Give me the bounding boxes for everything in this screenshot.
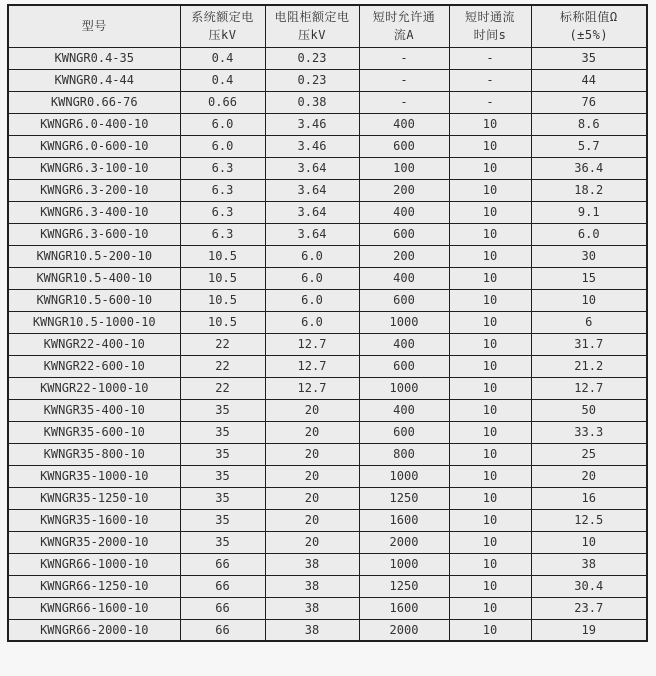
cell-model: KWNGR35-1600-10 — [8, 509, 180, 531]
cell-model: KWNGR66-1600-10 — [8, 597, 180, 619]
table-row — [8, 135, 647, 157]
cell-current-duration: 10 — [449, 289, 531, 311]
cell-short-time-current: 2000 — [359, 531, 449, 553]
cell-system-rated-voltage: 0.4 — [180, 47, 265, 69]
cell-nominal-resistance: 23.7 — [531, 597, 647, 619]
cell-current-duration: 10 — [449, 377, 531, 399]
cell-current-duration: 10 — [449, 465, 531, 487]
column-header-system-rated-voltage: 系统额定电压kV — [180, 5, 265, 47]
cell-nominal-resistance: 25 — [531, 443, 647, 465]
cell-nominal-resistance: 18.2 — [531, 179, 647, 201]
cell-system-rated-voltage: 10.5 — [180, 289, 265, 311]
cell-short-time-current: 600 — [359, 135, 449, 157]
cell-model: KWNGR6.0-600-10 — [8, 135, 180, 157]
cell-cabinet-rated-voltage: 3.64 — [265, 223, 359, 245]
cell-system-rated-voltage: 22 — [180, 355, 265, 377]
cell-cabinet-rated-voltage: 3.46 — [265, 135, 359, 157]
cell-current-duration: - — [449, 91, 531, 113]
cell-current-duration: 10 — [449, 135, 531, 157]
table-row — [8, 223, 647, 245]
cell-nominal-resistance: 15 — [531, 267, 647, 289]
page — [7, 4, 649, 642]
cell-system-rated-voltage: 22 — [180, 333, 265, 355]
cell-model: KWNGR10.5-200-10 — [8, 245, 180, 267]
cell-cabinet-rated-voltage: 0.23 — [265, 69, 359, 91]
cell-system-rated-voltage: 0.66 — [180, 91, 265, 113]
cell-nominal-resistance: 10 — [531, 531, 647, 553]
cell-system-rated-voltage: 66 — [180, 575, 265, 597]
table-row — [8, 311, 647, 333]
cell-short-time-current: 1000 — [359, 465, 449, 487]
table-row — [8, 201, 647, 223]
cell-cabinet-rated-voltage: 6.0 — [265, 289, 359, 311]
table-row — [8, 553, 647, 575]
cell-system-rated-voltage: 6.0 — [180, 135, 265, 157]
cell-system-rated-voltage: 35 — [180, 487, 265, 509]
cell-cabinet-rated-voltage: 6.0 — [265, 267, 359, 289]
cell-current-duration: 10 — [449, 179, 531, 201]
cell-cabinet-rated-voltage: 3.46 — [265, 113, 359, 135]
cell-cabinet-rated-voltage: 0.38 — [265, 91, 359, 113]
cell-system-rated-voltage: 10.5 — [180, 311, 265, 333]
cell-model: KWNGR10.5-600-10 — [8, 289, 180, 311]
cell-cabinet-rated-voltage: 0.23 — [265, 47, 359, 69]
cell-model: KWNGR6.3-100-10 — [8, 157, 180, 179]
cell-short-time-current: 1250 — [359, 487, 449, 509]
cell-short-time-current: 1600 — [359, 509, 449, 531]
cell-short-time-current: 600 — [359, 223, 449, 245]
table-row — [8, 377, 647, 399]
cell-cabinet-rated-voltage: 38 — [265, 575, 359, 597]
cell-short-time-current: 800 — [359, 443, 449, 465]
cell-nominal-resistance: 19 — [531, 619, 647, 641]
cell-short-time-current: 400 — [359, 333, 449, 355]
cell-nominal-resistance: 12.7 — [531, 377, 647, 399]
cell-current-duration: 10 — [449, 311, 531, 333]
cell-system-rated-voltage: 6.3 — [180, 157, 265, 179]
cell-current-duration: 10 — [449, 531, 531, 553]
cell-nominal-resistance: 36.4 — [531, 157, 647, 179]
cell-short-time-current: 100 — [359, 157, 449, 179]
cell-current-duration: 10 — [449, 223, 531, 245]
cell-model: KWNGR35-800-10 — [8, 443, 180, 465]
cell-model: KWNGR10.5-400-10 — [8, 267, 180, 289]
cell-model: KWNGR22-400-10 — [8, 333, 180, 355]
cell-current-duration: 10 — [449, 509, 531, 531]
cell-current-duration: 10 — [449, 333, 531, 355]
cell-system-rated-voltage: 35 — [180, 531, 265, 553]
cell-model: KWNGR6.3-600-10 — [8, 223, 180, 245]
table-row — [8, 245, 647, 267]
table-row — [8, 509, 647, 531]
cell-model: KWNGR0.4-44 — [8, 69, 180, 91]
table-row — [8, 47, 647, 69]
column-header-nominal-resistance: 标称阻值Ω (±5%) — [531, 5, 647, 47]
column-header-short-time-current: 短时允许通流A — [359, 5, 449, 47]
cell-model: KWNGR10.5-1000-10 — [8, 311, 180, 333]
cell-cabinet-rated-voltage: 12.7 — [265, 333, 359, 355]
cell-short-time-current: 600 — [359, 421, 449, 443]
table-row — [8, 333, 647, 355]
table-row — [8, 487, 647, 509]
cell-nominal-resistance: 30 — [531, 245, 647, 267]
cell-model: KWNGR35-2000-10 — [8, 531, 180, 553]
cell-nominal-resistance: 8.6 — [531, 113, 647, 135]
cell-cabinet-rated-voltage: 3.64 — [265, 201, 359, 223]
cell-nominal-resistance: 5.7 — [531, 135, 647, 157]
cell-system-rated-voltage: 66 — [180, 553, 265, 575]
cell-short-time-current: 600 — [359, 289, 449, 311]
table-row — [8, 597, 647, 619]
cell-system-rated-voltage: 22 — [180, 377, 265, 399]
cell-system-rated-voltage: 66 — [180, 597, 265, 619]
cell-model: KWNGR66-1000-10 — [8, 553, 180, 575]
cell-cabinet-rated-voltage: 38 — [265, 553, 359, 575]
cell-current-duration: 10 — [449, 355, 531, 377]
cell-cabinet-rated-voltage: 12.7 — [265, 377, 359, 399]
cell-short-time-current: 400 — [359, 399, 449, 421]
table-row — [8, 157, 647, 179]
cell-nominal-resistance: 9.1 — [531, 201, 647, 223]
cell-cabinet-rated-voltage: 3.64 — [265, 157, 359, 179]
cell-short-time-current: - — [359, 91, 449, 113]
cell-short-time-current: 1600 — [359, 597, 449, 619]
cell-model: KWNGR22-1000-10 — [8, 377, 180, 399]
table-row — [8, 619, 647, 641]
cell-cabinet-rated-voltage: 20 — [265, 443, 359, 465]
resistor-spec-table — [7, 4, 648, 642]
cell-current-duration: 10 — [449, 597, 531, 619]
table-row — [8, 69, 647, 91]
column-header-model: 型号 — [8, 5, 180, 47]
cell-nominal-resistance: 76 — [531, 91, 647, 113]
cell-system-rated-voltage: 10.5 — [180, 245, 265, 267]
cell-current-duration: 10 — [449, 553, 531, 575]
cell-nominal-resistance: 20 — [531, 465, 647, 487]
cell-cabinet-rated-voltage: 20 — [265, 421, 359, 443]
cell-system-rated-voltage: 6.3 — [180, 179, 265, 201]
table-row — [8, 91, 647, 113]
cell-system-rated-voltage: 6.0 — [180, 113, 265, 135]
cell-model: KWNGR35-400-10 — [8, 399, 180, 421]
cell-current-duration: 10 — [449, 421, 531, 443]
cell-model: KWNGR66-1250-10 — [8, 575, 180, 597]
cell-current-duration: 10 — [449, 443, 531, 465]
cell-nominal-resistance: 30.4 — [531, 575, 647, 597]
cell-short-time-current: 1000 — [359, 311, 449, 333]
cell-short-time-current: 400 — [359, 113, 449, 135]
cell-system-rated-voltage: 35 — [180, 421, 265, 443]
cell-model: KWNGR0.66-76 — [8, 91, 180, 113]
cell-short-time-current: 1000 — [359, 553, 449, 575]
cell-short-time-current: 200 — [359, 245, 449, 267]
cell-short-time-current: - — [359, 69, 449, 91]
cell-nominal-resistance: 10 — [531, 289, 647, 311]
cell-nominal-resistance: 33.3 — [531, 421, 647, 443]
cell-nominal-resistance: 12.5 — [531, 509, 647, 531]
table-row — [8, 267, 647, 289]
cell-system-rated-voltage: 35 — [180, 443, 265, 465]
cell-current-duration: 10 — [449, 245, 531, 267]
cell-short-time-current: 2000 — [359, 619, 449, 641]
table-row — [8, 575, 647, 597]
column-header-current-duration: 短时通流时间s — [449, 5, 531, 47]
cell-cabinet-rated-voltage: 6.0 — [265, 245, 359, 267]
table-row — [8, 531, 647, 553]
cell-model: KWNGR66-2000-10 — [8, 619, 180, 641]
column-header-cabinet-rated-voltage: 电阻柜额定电压kV — [265, 5, 359, 47]
cell-current-duration: - — [449, 69, 531, 91]
cell-cabinet-rated-voltage: 12.7 — [265, 355, 359, 377]
cell-cabinet-rated-voltage: 20 — [265, 487, 359, 509]
cell-cabinet-rated-voltage: 20 — [265, 465, 359, 487]
cell-system-rated-voltage: 35 — [180, 399, 265, 421]
cell-nominal-resistance: 6 — [531, 311, 647, 333]
table-row — [8, 399, 647, 421]
cell-nominal-resistance: 31.7 — [531, 333, 647, 355]
cell-model: KWNGR6.3-200-10 — [8, 179, 180, 201]
cell-short-time-current: 400 — [359, 201, 449, 223]
cell-system-rated-voltage: 6.3 — [180, 201, 265, 223]
table-row — [8, 113, 647, 135]
cell-current-duration: 10 — [449, 157, 531, 179]
cell-model: KWNGR6.3-400-10 — [8, 201, 180, 223]
cell-cabinet-rated-voltage: 6.0 — [265, 311, 359, 333]
cell-current-duration: 10 — [449, 487, 531, 509]
cell-nominal-resistance: 21.2 — [531, 355, 647, 377]
cell-model: KWNGR35-600-10 — [8, 421, 180, 443]
cell-nominal-resistance: 16 — [531, 487, 647, 509]
table-row — [8, 289, 647, 311]
cell-cabinet-rated-voltage: 38 — [265, 619, 359, 641]
cell-current-duration: 10 — [449, 619, 531, 641]
cell-system-rated-voltage: 35 — [180, 465, 265, 487]
cell-short-time-current: 600 — [359, 355, 449, 377]
table-row — [8, 421, 647, 443]
header-row — [8, 5, 647, 47]
cell-model: KWNGR0.4-35 — [8, 47, 180, 69]
cell-cabinet-rated-voltage: 38 — [265, 597, 359, 619]
cell-system-rated-voltage: 10.5 — [180, 267, 265, 289]
cell-model: KWNGR35-1250-10 — [8, 487, 180, 509]
cell-cabinet-rated-voltage: 3.64 — [265, 179, 359, 201]
table-row — [8, 355, 647, 377]
cell-nominal-resistance: 35 — [531, 47, 647, 69]
cell-cabinet-rated-voltage: 20 — [265, 509, 359, 531]
table-row — [8, 443, 647, 465]
table-row — [8, 179, 647, 201]
cell-short-time-current: 400 — [359, 267, 449, 289]
cell-nominal-resistance: 6.0 — [531, 223, 647, 245]
cell-model: KWNGR35-1000-10 — [8, 465, 180, 487]
cell-current-duration: 10 — [449, 267, 531, 289]
cell-short-time-current: - — [359, 47, 449, 69]
cell-current-duration: - — [449, 47, 531, 69]
table-row — [8, 465, 647, 487]
cell-model: KWNGR22-600-10 — [8, 355, 180, 377]
cell-nominal-resistance: 38 — [531, 553, 647, 575]
cell-system-rated-voltage: 6.3 — [180, 223, 265, 245]
table-body — [8, 47, 647, 641]
cell-current-duration: 10 — [449, 201, 531, 223]
cell-cabinet-rated-voltage: 20 — [265, 399, 359, 421]
cell-short-time-current: 1250 — [359, 575, 449, 597]
cell-system-rated-voltage: 0.4 — [180, 69, 265, 91]
cell-current-duration: 10 — [449, 113, 531, 135]
cell-system-rated-voltage: 35 — [180, 509, 265, 531]
cell-current-duration: 10 — [449, 575, 531, 597]
cell-nominal-resistance: 44 — [531, 69, 647, 91]
cell-model: KWNGR6.0-400-10 — [8, 113, 180, 135]
cell-cabinet-rated-voltage: 20 — [265, 531, 359, 553]
cell-nominal-resistance: 50 — [531, 399, 647, 421]
cell-current-duration: 10 — [449, 399, 531, 421]
cell-short-time-current: 1000 — [359, 377, 449, 399]
cell-short-time-current: 200 — [359, 179, 449, 201]
cell-system-rated-voltage: 66 — [180, 619, 265, 641]
